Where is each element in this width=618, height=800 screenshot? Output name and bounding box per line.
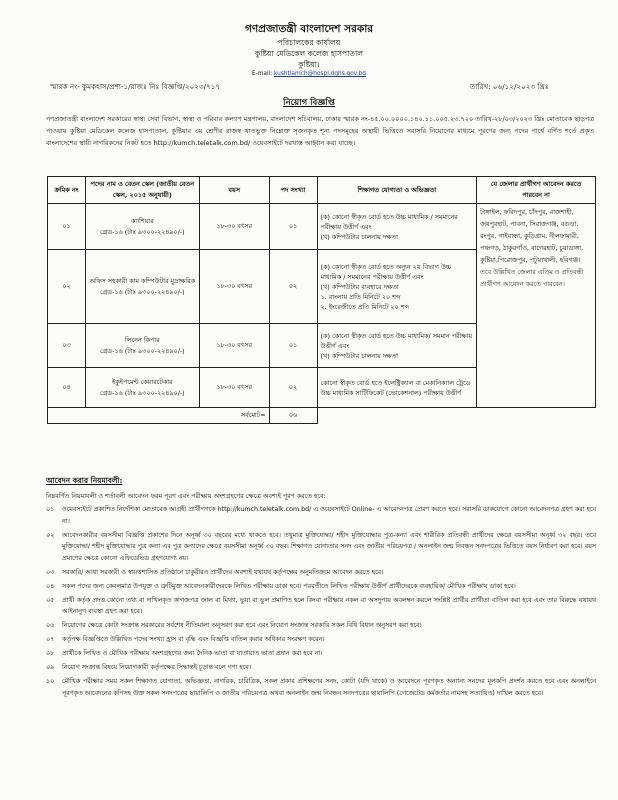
list-item [46,595,596,618]
rule-number: ১০ [46,678,55,686]
cell-serial: ০১ [48,204,86,250]
office-line: পরিচালকের কার্যালয় [277,38,341,47]
rule-number: ০৬ [46,622,55,630]
th-qualification: শিক্ষাগত যোগ্যতা ও অভিজ্ঞতা [317,177,477,204]
qual-line: ১. বাংলায় প্রতি মিনিটে ২০ শব্দ [320,292,401,301]
rule-text: সকল পদের জন্য কেবলমাত্র উপযুক্ত ও ত্রুটিমুক্ত আবেদনকারীদেরকে লিখিত পরীক্ষায় ডাকা হবে। পরবর্তীতে লিখিত পরীক্ষায় উত্তীর্ণ প্রার্থীদেরকে ব্যবহারিক/ মৌখিক পরীক্ষায় ডাকা হবে। [62,582,516,590]
cell-serial: ০৩ [48,324,86,368]
post-name: অফিস সহকারী কাম কম্পিউটার মুদ্রাক্ষরিক [89,276,196,285]
rule-number: ০৭ [46,636,55,644]
cell-post [85,250,199,324]
post-grade: গ্রেড-১৬ (টাঃ ৯৩০০-২২৪৯০/-) [100,346,185,355]
govt-title: গণপ্রজাতন্ত্রী বাংলাদেশ সরকার [244,23,374,35]
rule-text: সরকারি/ আধা সরকারী ও স্বায়ত্তশাসিত প্রতিষ্ঠানে চাকুরীরত প্রার্থীদের অবশ্যই যথাযথ কর্তৃপক্ষের অনুমতিক্রমে আবেদন করতে হবে। [62,568,384,576]
table-header-row [48,177,596,204]
cell-post [85,204,199,250]
rule-number: ০৫ [46,596,55,604]
rule-number: ০৩ [46,568,55,576]
post-name: ইকুইপমেন্ট কেয়ারটেকার [111,377,173,386]
memo-reference: স্মারক নং- কুমকহাস/প্রশা-১/রাজঃ নিঃ বিজ্ঞপ্তি/২০২৩/৭১৭ [50,82,221,91]
notice-title-text: নিয়োগ বিজ্ঞপ্তি [283,98,335,108]
rule-text: কর্তৃপক্ষ বিজ্ঞপ্তিতে উল্লিখিত পদের সংখ্যা হ্রাস বা বৃদ্ধি এবং বিজ্ঞপ্তি বাতিল করার অধিকার সংরক্ষণ করেন। [62,636,325,644]
cell-age: ১৮-৩০ বৎসর [199,250,269,324]
post-grade: গ্রেড-১৬ (টাঃ ৯৩০০-২২৪৯০/-) [100,227,185,236]
email-line [0,71,618,77]
rule-number: ০৯ [46,664,55,672]
th-count: পদ সংখ্যা [269,177,317,204]
th-age: বয়স [199,177,269,204]
rules-list [46,504,596,702]
post-name: ক্যাশিয়ার [130,216,154,225]
rule-text: নিয়োগের ক্ষেত্রে কোটা সংক্রান্ত সরকারের সর্বশেষ নীতিমালা অনুসরণ করা হবে এবং নিয়োগ সংক্রান্ত সরকারি সকল বিধি বিধান অনুসরণ করা হবে। [62,622,422,630]
list-item [46,648,596,660]
cell-serial: ০২ [48,250,86,324]
cell-count: ০২ [269,368,317,408]
rule-text: মৌখিক পরীক্ষার সময় সকল শিক্ষাগত যোগ্যতা, অভিজ্ঞতা, নাগরিক, চারিত্রিক, সকল প্রকার প্রশিক্ষণের সনদ, কোটা (যদি থাকে) ও আবেদনে পূরণকৃত অন্যান্য সনদের মূলকপি প্রদর্শন করতে হবে এবং অনলাইনে পূরণকৃত আবেদনের কপিসহ উক্ত সকল সনদপত্রের ছায়ালিপি ও জাতীয় পরিচয়পত্র অথবা অনলাইন জন্ম নিবন্ধন সনদপত্রের ছায়ালিপি (গেজেটেড কর্মকর্তার নামসহ সত্যায়িত) দাখিল করতে হবে। [62,678,596,697]
cell-count: ০১ [269,204,317,250]
list-item [46,530,596,565]
memo-date: তারিখ: ০৬/১২/২০২৩ খ্রিঃ [470,82,549,91]
cell-count: ০২ [269,250,317,324]
total-label: সর্বমোট= [48,408,270,424]
rule-text: ওয়েবসাইটে প্রকাশিত নির্দেশিকা মোতাবেক আগ্রহী প্রার্থীগণকে http://kumch.teletalk.com.bd/ এ ওয়েবসাইটে Online- এ আবেদনপত্র প্রেরণ করতে হবে। সরাসরি ডাকযোগে কোনো আবেদনপত্র গ্রহণ করা হবে না। [62,506,596,525]
cell-serial: ০৪ [48,368,86,408]
cell-districts [477,204,596,408]
notice-title [0,96,618,110]
posts-table [47,176,596,424]
table-row [48,204,596,250]
list-item [46,676,596,699]
list-item [46,634,596,646]
cell-age: ১৮-৩০ বৎসর [199,324,269,368]
hospital-city: কুষ্টিয়া। [298,60,320,69]
cell-count: ০১ [269,324,317,368]
post-name: লিনেন কিপার [124,335,160,344]
intro-paragraph: গণপ্রজাতন্ত্রী বাংলাদেশ সরকারের স্বাস্থ্য সেবা বিভাগ, স্বাস্থ্য ও পরিবার কল্যাণ মন্ত্রণালয়, বাংলাদেশ সচিবালয়, ঢাকার স্মারক নং-৪৫.০০.০০০০.১৪০.১১.০০৫.২৩.৭২০ তারিখ-২৮/০৩/২০২৩ খ্রিঃ মোতাবেক ছাড়পত্র পাওয়ায় কুষ্টিয়া মেডিকেল কলেজ হাসপাতাল, কুষ্টিয়ার ৩য় শ্রেণীর রাজস্ব খাতভুক্ত নিম্নোক্ত সৃজনকৃত শূন্য পদসমূহের অস্থায়ী ভিত্তিতে সরাসরি নিয়োগের মাধ্যমে পূরণের জন্য পদের পার্শ্বে বর্ণিত শর্তে প্রকৃত বাংলাদেশের স্থায়ী নাগরিকদের নিকট হতে http://kumch.teletalk.com.bd/ ওয়েবসাইটে দরখাস্ত আহ্বান করা যাচ্ছে। [46,115,594,147]
qual-line: (খ) কম্পিউটার চালনায় দক্ষতা [320,351,399,360]
email-link[interactable]: kushtiamch@hospi.dghs.gov.bd [274,71,366,77]
rule-text: প্রার্থী কর্তৃক প্রদত্ত কোনো তথ্য বা দাখিলকৃত কাগজপত্র জাল বা মিথ্যা, ভুয়া বা ভুল প্রমাণিত হলে কিংবা পরীক্ষায় নকল বা অসদুপায় অবলম্বন করলে সংশ্লিষ্ট প্রার্থীর প্রার্থীতা বাতিল করা হবে এবং তার বিরুদ্ধে যথাযথ আইনানুগ ব্যবস্থা গ্রহণ করা হবে। [62,596,596,616]
th-serial: ক্রমিক নং [48,177,86,204]
rule-number: ০৪ [46,582,55,590]
districts-note: তবে উল্লিখিত জেলার এতিম ও প্রতিবন্ধী প্রার্থীগণ আবেদন করতে পারবেন। [480,268,584,288]
list-item [46,662,596,674]
rule-number: ০১ [46,506,55,513]
hospital-name: কুষ্টিয়া মেডিকেল কলেজ হাসপাতাল [255,49,363,58]
rule-text: প্রার্থীকে লিখিত ও মৌখিক পরীক্ষায় অংশগ্রহণের জন্য দৈনিক ভাতা বা যাতায়াত ভাতা প্রদান করা হবে না। [62,650,323,658]
qual-line: (খ) কম্পিউটার ব্যবহারে দক্ষতা [320,282,399,291]
th-districts: যে জেলার প্রার্থীগণ আবেদন করতে পারবেন না [477,177,596,204]
cell-age: ১৮-৩০ বৎসর [199,204,269,250]
cell-qualification [317,204,477,250]
post-grade: গ্রেড-১৬ (টাঃ ৯৩০০-২২৪৯০/-) [100,287,185,296]
list-item [46,620,596,632]
post-grade: গ্রেড-১৬ (টাঃ ৯৩০০-২২৪৯০/-) [100,388,185,397]
th-post: পদের নাম ও বেতন স্কেল (জাতীয় বেতন স্কেল, ২০১৫ অনুযায়ী) [85,177,199,204]
qual-line: ২. ইংরেজীতে প্রতি মিনিটে ২০ শব্দ [320,302,409,311]
rules-heading: আবেদন করার নিয়মাবলী: [46,476,123,485]
rule-text: আবেদনকারীর বয়সসীমা বিজ্ঞপ্তি প্রকাশের দিনে অনূর্ধ্ব ৩০ বছরের মধ্যে থাকতে হবে। তথুমাত্র মুক্তিযোদ্ধা/ শহীদ মুক্তিযোদ্ধার পুত্র-কন্যা এবং শারীরিক প্রতিবন্ধী প্রার্থীদের ক্ষেত্রে বয়সসীমা অনূর্ধ্ব ৩২ বছর। তবে মুক্তিযোদ্ধা/ শহীদ মুক্তিযোদ্ধার পুত্র কন্যা এর পুত্র কন্যাদের ক্ষেত্রে বয়সসীমা অনূর্ধ্ব ৩০ বছর। শিক্ষাগত যোগ্যতার সনদ এবং জাতীয় পরিচয়পত্র / অনলাইন জন্ম নিবন্ধন সনদপত্রের ভিত্তিতে বয়স নির্ধারণ করা হবে। বয়স প্রমাণের ক্ষেত্রে কোনো এফিডেভিড গ্রহণযোগ্য নয়। [62,531,596,562]
qual-line: (খ) কম্পিউটার চালনায় দক্ষতা [320,232,399,241]
qual-line: (ক) কোনো স্বীকৃত বোর্ড হতে অন্যুন ২য় বিভাগ উচ্চ মাধ্যমিক / সমমানের পরীক্ষায় উত্তীর্ণ এবং [320,262,452,281]
rules-lead: নিম্নবর্ণিত নিয়মাবলী ও শর্তাবলী আবেদন ফরম পূরণ এবং পরীক্ষায় অংশগ্রহণের ক্ষেত্রে অবশ্যই পূরণ করতে হবে: [46,492,326,500]
qual-line: (ক) কোনো স্বীকৃত বোর্ড হতে উচ্চ মাধ্যমিক/ সমমান পরীক্ষায় উত্তীর্ণ এবং [320,331,473,350]
rule-number: ০২ [46,531,55,539]
districts-list: টাঙ্গাইল, ফরিদপুর, চাঁদপুর, রাজশাহী, জয়পুরহাট, পাবনা, সিরাজগঞ্জ, বগুড়া, রংপুর, গাইবান্ধা, কুড়িগ্রাম, নীলফামারী, পঞ্চগড়, ঠাকুরগাঁও, বাগেরহাট, চুয়াডাঙ্গা, কুষ্টিয়া,পিরোজপুর, পটুয়াখালী, হবিগঞ্জ। [480,208,584,264]
email-label: E-mail: [252,71,273,77]
qual-line: কোনো স্বীকৃত বোর্ড হতে ইলেক্ট্রিক্যাল বা মেকানিক্যাল ট্রেডে উচ্চ মাধ্যমিক সার্টিফিকেট (ভোকেশনাল) পরীক্ষায় উত্তীর্ণ [320,378,471,397]
list-item [46,567,596,579]
cell-post [85,368,199,408]
table-total-row [48,408,596,424]
qual-line: (ক) কোনো স্বীকৃত বোর্ড হতে উচ্চ মাধ্যমিক / সমমানের পরীক্ষায় উত্তীর্ণ এবং [320,212,458,231]
rule-number: ০৮ [46,650,55,658]
rule-text: নিয়োগ সংক্রান্ত বিষয়ে নিয়োগকারী কর্তৃপক্ষের সিদ্ধান্তই চূড়ান্ত বলে গণ্য হবে। [62,664,251,672]
cell-age: ১৮-৩০ বৎসর [199,368,269,408]
list-item [46,581,596,593]
list-item [46,504,596,527]
total-value: ০৬ [269,408,317,424]
cell-qualification [317,250,477,324]
cell-qualification [317,368,477,408]
cell-qualification [317,324,477,368]
cell-post [85,324,199,368]
